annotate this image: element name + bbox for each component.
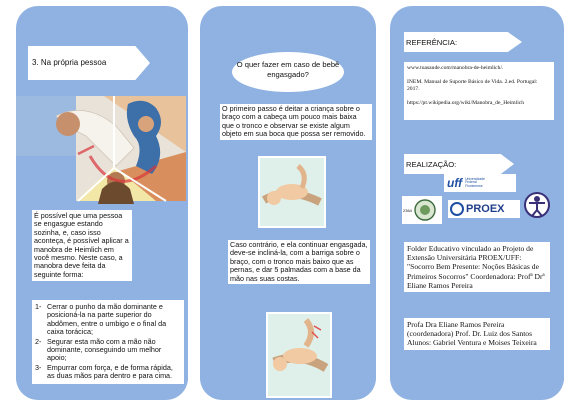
uff-logo-mark: uff (447, 176, 463, 190)
question-heading: O quer fazer em caso de bebê engasgado? (236, 60, 340, 79)
reference-item: www.tuasaude.com/manobra-de-heimlich/. (407, 65, 504, 71)
first-step-box (220, 104, 372, 140)
reference-item: https://pt.wikipedia.org/wiki/Manobra_de_Heimlich (407, 100, 525, 106)
section-heading: 3. Na própria pessoa (32, 58, 107, 67)
uff-logo (444, 174, 516, 192)
second-step-box (228, 240, 370, 284)
intro-text-box (32, 210, 132, 281)
reference-item: INEM. Manual de Suporte Básico de Vida. 2.ed. Portugal: 2017. (407, 79, 538, 92)
panel-self-maneuver (16, 6, 188, 400)
proex-logo: PROEX (448, 200, 520, 218)
uff-logo-sub: Universidade Federal Fluminense (465, 176, 485, 188)
list-item: 1- Cerrar o punho da mão dominante e posicioná-la na parte superior do abdômen, entre o umbigo e o final da caixa torácica; (35, 302, 167, 337)
self-heimlich-illustration (16, 96, 188, 216)
references-box (404, 62, 554, 120)
baby-on-arm-illustration (258, 156, 326, 228)
steps-list (35, 303, 181, 381)
reference-heading: REFERÊNCIA: (406, 38, 458, 47)
folder-info-box (404, 242, 550, 292)
project-person-logo (524, 190, 550, 220)
panel-references (390, 6, 564, 400)
credits-box (404, 318, 550, 350)
steps-box (32, 300, 184, 384)
folder-info-text: Folder Educativo vinculado ao Projeto de Extensão Universitária PROEX/UFF: "Socorro Bem Presente: Noções Básicas de Primeiros Socorros" Coordenadora: Profª Drª Eliane Ramos Pereira (407, 244, 545, 290)
list-item: 2- Segurar esta mão com a mão não dominante, conseguindo um melhor apoio; (35, 336, 162, 363)
panel-baby-choking (200, 6, 376, 400)
second-step-text: Caso contrário, e ela continuar engasgada, deve-se incliná-la, com a barriga sobre o braço, com o tronco mais baixo que as pernas, e dar 5 palmadas com a base da mão nas suas costas. (230, 240, 368, 283)
realization-heading: REALIZAÇÃO: (406, 160, 457, 169)
list-item: 3- Empurrar com força, e de forma rápida, as duas mãos para dentro e para cima. (35, 362, 173, 381)
baby-back-blows-illustration (266, 312, 332, 398)
seal-logo: 2364 (402, 196, 442, 224)
first-step-text: O primeiro passo é deitar a criança sobre o braço com a cabeça um pouco mais baixa que o tronco e observar se existe algum objeto em sua boca que possa ser removido. (222, 104, 366, 139)
intro-text: É possível que uma pessoa se engasgue estando sozinha, e, caso isso aconteça, é possível aplicar a manobra de Heimlich em você mesmo. Neste caso, a manobra deve feita da seguinte forma: (34, 211, 129, 279)
credits-text: Profa Dra Eliane Ramos Pereira (coordenadora) Prof. Dr. Luiz dos Santos Alunos: Gabriel Ventura e Moises Teixeira (407, 320, 537, 348)
